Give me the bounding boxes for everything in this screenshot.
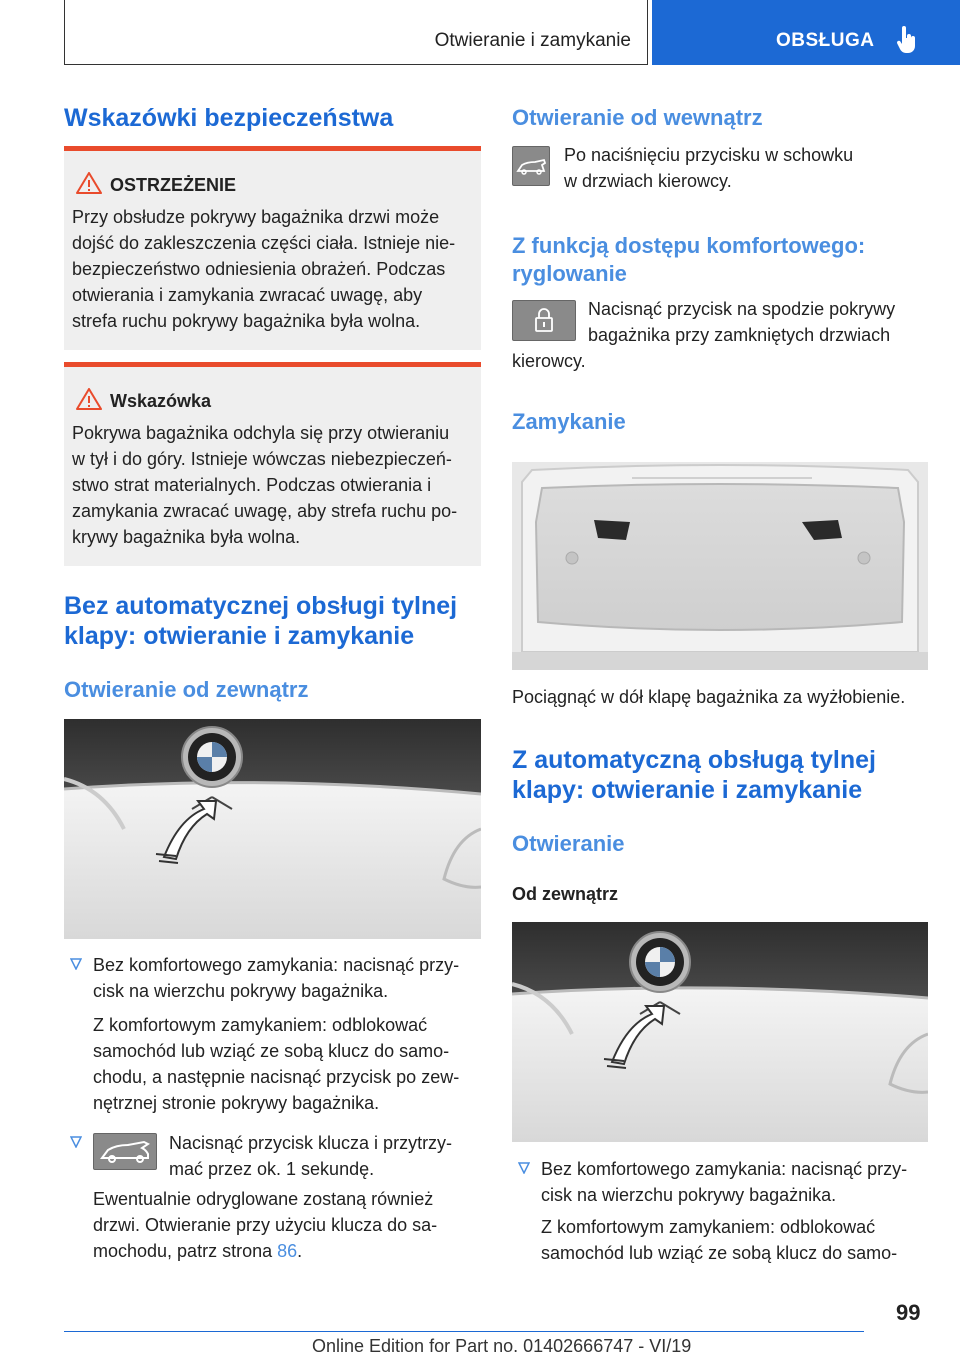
bullet-triangle-icon [70,1136,82,1148]
notice-bar [64,362,481,367]
inside-title: Otwieranie od wewnątrz [512,105,763,130]
header-tab[interactable] [652,0,960,65]
trunk-logo-photo [64,719,481,939]
lock-icon [513,301,575,340]
header-tab-label: OBSŁUGA [776,30,875,51]
bullet2-text: Nacisnąć przycisk klucza i przytrzy- mać przez ok. 1 sekundę. [169,1133,453,1179]
bullet-triangle-icon [518,1162,530,1174]
right-bullet-extra-text: Z komfortowym zamykaniem: odblokować samochód lub wziąć ze sobą klucz do samo- [541,1217,898,1263]
closing-title: Zamykanie [512,409,626,434]
footer-rule [64,1331,864,1332]
warning-triangle-icon [76,172,102,194]
header-section-box [64,0,648,65]
page-number: 99 [896,1300,921,1325]
page-reference-link[interactable]: 86 [277,1241,298,1261]
warning-box [64,146,481,350]
inside-trunk-button-icon [512,146,550,186]
car-trunk-icon [513,147,549,185]
bullet1-text: Bez komfortowego zamykania: nacisnąć przy- cisk na wierzchu pokrywy bagażnika. [93,955,460,1001]
opening-title: Otwieranie [512,831,625,856]
auto-title: Z automatyczną obsługą tylnej klapy: otwieranie i zamykanie [512,746,876,804]
bullet-triangle-icon [70,958,82,970]
warning-bar [64,146,481,151]
warning-text: Przy obsłudze pokrywy bagażnika drzwi może dojść do zakleszczenia części ciała. Istnieje nie- bezpieczeństwo odniesienia obrażeń. Podczas otwierania i zamykania zwracać uwagę, aby strefa ruchu pokrywy bagażnika była wolna. [72,207,456,331]
safety-title: Wskazówki bezpieczeństwa [64,104,394,132]
car-trunk-open-icon [94,1134,156,1169]
right-bullet-text: Bez komfortowego zamykania: nacisnąć przy- cisk na wierzchu pokrywy bagażnika. [541,1159,908,1205]
trunk-logo-photo-2 [512,922,928,1142]
notice-text: Pokrywa bagażnika odchyla się przy otwieraniu w tył i do góry. Istnieje wówczas niebezpieczeń- stwo strat materialnych. Podczas otwierania i zamykania zwracać uwagę, aby strefa ruchu po- krywy bagażnika była wolna. [72,423,458,547]
trunk-interior-photo [512,462,928,670]
header-section-title: Otwieranie i zamykanie [434,30,631,51]
notice-heading: Wskazówka [110,391,212,411]
key-trunk-button-icon [93,1133,157,1170]
page-header [64,0,960,65]
warning-heading: OSTRZEŻENIE [110,175,237,195]
comfort-title: Z funkcją dostępu komfortowego: ryglowanie [512,233,866,286]
notice-box [64,362,481,566]
lock-button-icon [512,300,576,341]
closing-caption: Pociągnąć w dół klapę bagażnika za wyżłobienie. [512,687,906,707]
notice-triangle-icon [76,388,102,410]
pointing-hand-icon [896,26,918,54]
trunk-interior-illustration [512,462,928,670]
footer-edition: Online Edition for Part no. 01402666747 - VI/19 [312,1336,692,1356]
trunk-logo-illustration [64,719,481,939]
comfort-text: Nacisnąć przycisk na spodzie pokrywy bagażnika przy zamkniętych drzwiach [588,299,896,345]
from-outside-heading: Od zewnątrz [512,884,619,904]
inside-text: Po naciśnięciu przycisku w schowku w drzwiach kierowcy. [564,145,854,191]
bullet2-extra-text: Ewentualnie odryglowane zostaną również drzwi. Otwieranie przy użyciu klucza do sa- mochodu, patrz strona 86. [93,1189,438,1261]
trunk-logo-illustration-2 [512,922,928,1142]
outside-title: Otwieranie od zewnątrz [64,677,309,702]
comfort-text-end: kierowcy. [512,351,586,371]
manual-title: Bez automatycznej obsługi tylnej klapy: otwieranie i zamykanie [64,592,458,650]
bullet1-extra-text: Z komfortowym zamykaniem: odblokować samochód lub wziąć ze sobą klucz do samo- chodu, a następnie nacisnąć przycisk po zew- nętrznej stronie pokrywy bagażnika. [93,1015,460,1113]
